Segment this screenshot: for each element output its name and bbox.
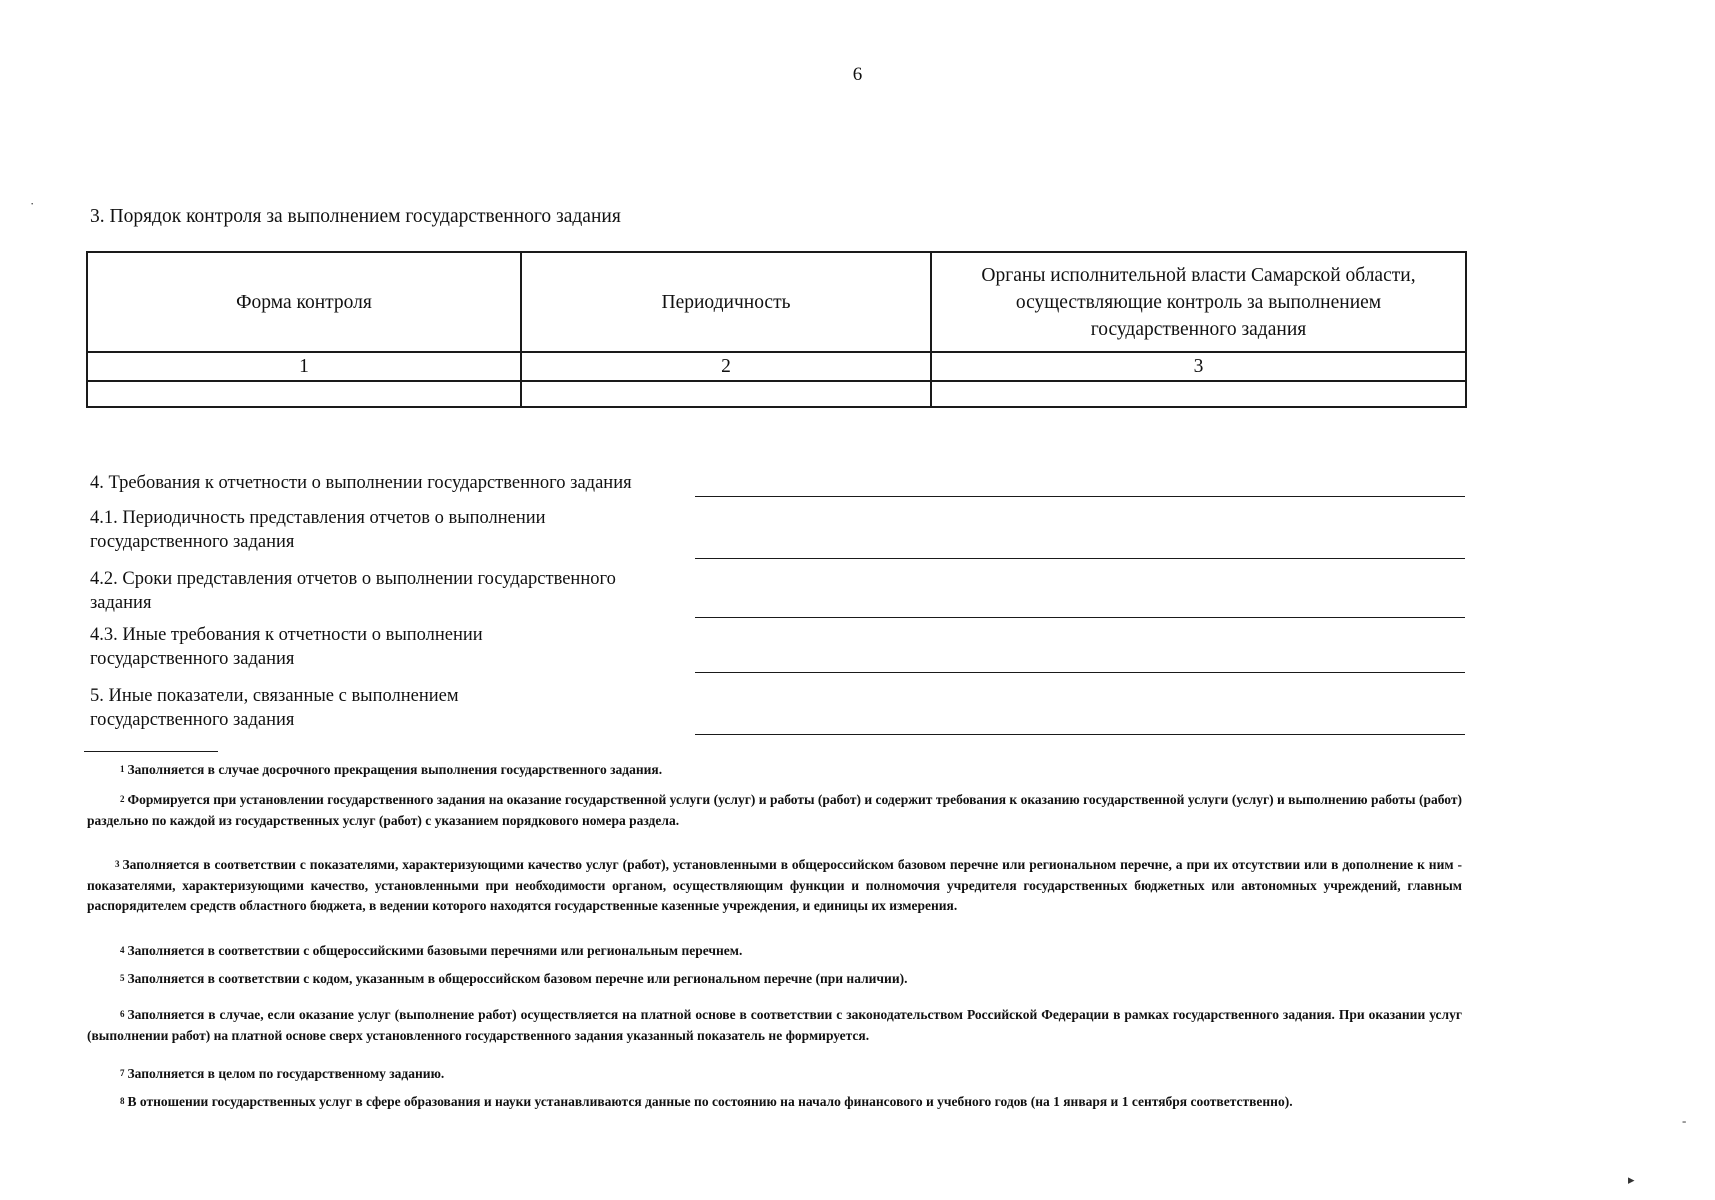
footnote-3 [87, 855, 1462, 916]
footnote-marker: 1 [120, 764, 125, 774]
footnote-marker: 7 [120, 1068, 125, 1078]
table-column-number: 2 [521, 352, 931, 381]
footnote-4 [87, 941, 1495, 962]
table-header-cell: Органы исполнительной власти Самарской области, осуществляющие контроль за выполнением государственного задания [931, 252, 1466, 352]
table-column-number: 1 [87, 352, 521, 381]
footnote-2 [87, 790, 1462, 831]
footnote-1 [87, 760, 1495, 781]
footnote-6 [87, 1005, 1462, 1046]
footnote-text: Заполняется в соответствии с общероссийскими базовыми перечнями или региональным перечнем. [127, 943, 743, 958]
requirement-4-fill-line [695, 496, 1465, 497]
table-header-row [87, 252, 1466, 352]
footnote-text: В отношении государственных услуг в сфере образования и науки устанавливаются данные по состоянию на начало финансового и учебного годов (на 1 января и 1 сентября соответственно). [127, 1094, 1293, 1109]
footnote-marker: 5 [120, 973, 125, 983]
scan-speck: - [1682, 1113, 1687, 1128]
table-column-number-row [87, 352, 1466, 381]
requirement-4-1-label: 4.1. Периодичность представления отчетов о выполнении государственного задания [90, 508, 546, 552]
table-header-cell: Форма контроля [87, 252, 521, 352]
table-cell [87, 381, 521, 407]
footnote-marker: 8 [120, 1096, 125, 1106]
table-cell [931, 381, 1466, 407]
footnote-5 [87, 969, 1495, 990]
scan-speck: ▸ [1628, 1172, 1635, 1187]
requirement-5-fill-line [695, 734, 1465, 735]
footnote-separator [84, 751, 218, 752]
footnote-text: Заполняется в случае, если оказание услуг (выполнение работ) осуществляется на платной основе в соответствии с законодательством Российской Федерации в рамках государственного задания. При оказании услуг (выполнении работ) на платной основе сверх установленного государственного задания указанный показатель не формируется. [87, 1007, 1462, 1043]
requirement-4-3-label: 4.3. Иные требования к отчетности о выполнении государственного задания [90, 625, 483, 669]
requirement-4-2-fill-line [695, 617, 1465, 618]
page-number: 6 [852, 64, 863, 85]
table-cell [521, 381, 931, 407]
footnote-text: Заполняется в целом по государственному заданию. [127, 1066, 445, 1081]
requirement-4-1-fill-line [695, 558, 1465, 559]
footnote-text: Формируется при установлении государственного задания на оказание государственной услуги (услуг) и работы (работ) и содержит требования к оказанию государственной услуги (услуг) и выполнению работы (работ) раздельно по каждой из государственных услуг (работ) с указанием порядкового номера раздела. [87, 792, 1462, 828]
requirement-4-3-fill-line [695, 672, 1465, 673]
requirement-4-label: 4. Требования к отчетности о выполнении государственного задания [90, 473, 632, 493]
control-table [86, 251, 1467, 408]
footnote-marker: 3 [115, 859, 120, 869]
footnote-marker: 6 [120, 1009, 125, 1019]
requirement-5-label: 5. Иные показатели, связанные с выполнением государственного задания [90, 686, 459, 730]
footnote-text: Заполняется в соответствии с показателями, характеризующими качество услуг (работ), установленными в общероссийском базовом перечне или региональном перечне, а при их отсутствии или в дополнение к ним - показателями, характеризующими качество, установленными при необходимости органом, осуществляющим функции и полномочия учредителя государственных бюджетных или автономных учреждений, главным распорядителем средств областного бюджета, в ведении которого находятся государственные казенные учреждения, и единицы их измерения. [87, 857, 1462, 913]
footnote-marker: 2 [120, 794, 125, 804]
table-header-cell: Периодичность [521, 252, 931, 352]
requirement-4-2-label: 4.2. Сроки представления отчетов о выполнении государственного задания [90, 569, 616, 613]
section-3-heading: 3. Порядок контроля за выполнением государственного задания [90, 206, 621, 227]
table-row [87, 381, 1466, 407]
footnote-text: Заполняется в случае досрочного прекращения выполнения государственного задания. [127, 762, 663, 777]
footnote-7 [87, 1064, 1495, 1085]
footnote-text: Заполняется в соответствии с кодом, указанным в общероссийском базовом перечне или региональном перечне (при наличии). [127, 971, 908, 986]
footnote-marker: 4 [120, 945, 125, 955]
footnote-8 [87, 1092, 1495, 1113]
scan-speck: · [30, 196, 35, 211]
table-column-number: 3 [931, 352, 1466, 381]
